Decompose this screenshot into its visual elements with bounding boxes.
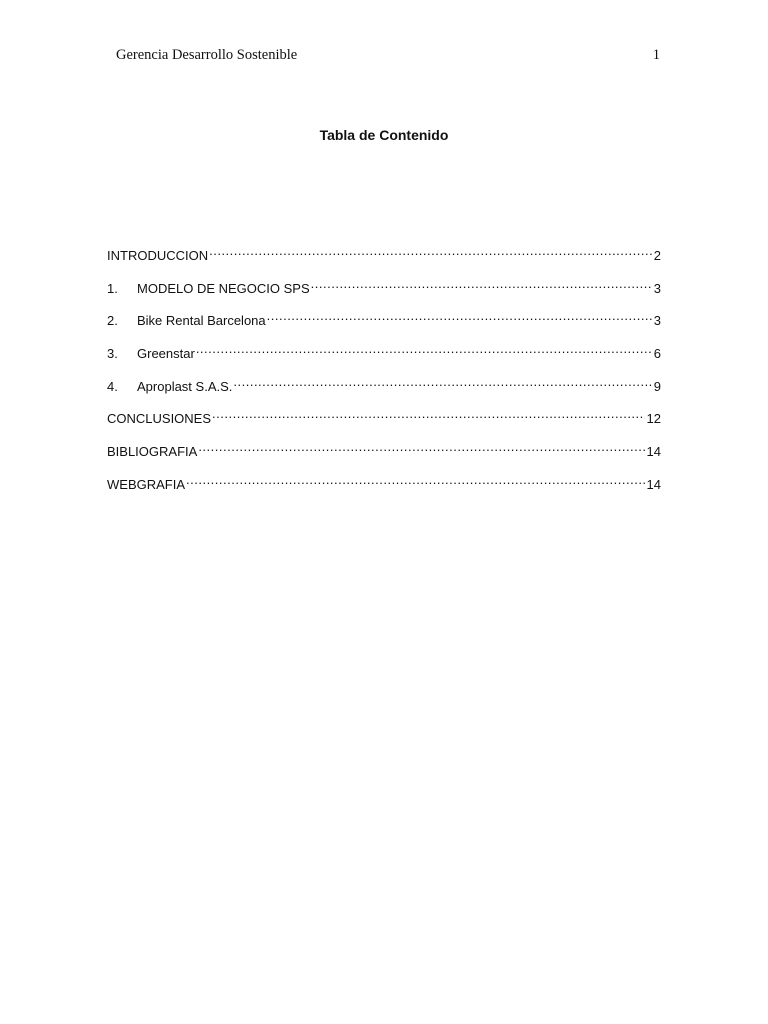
toc-entry-number: 1. <box>107 280 118 296</box>
toc-entry-number: 2. <box>107 313 118 329</box>
toc-dot-leader <box>212 405 645 423</box>
toc-entry-aproplast[interactable] <box>107 373 661 394</box>
toc-entry-webgrafia[interactable] <box>107 471 661 492</box>
table-of-contents <box>107 242 661 504</box>
toc-entry-label: Bike Rental Barcelona <box>137 313 266 329</box>
page-number: 1 <box>652 47 660 63</box>
toc-entry-label: CONCLUSIONES <box>107 411 212 427</box>
toc-entry-label: Greenstar <box>137 346 195 362</box>
toc-entry-number: 4. <box>107 378 118 394</box>
toc-dot-leader <box>196 340 652 358</box>
toc-dot-leader <box>198 438 644 456</box>
toc-entry-bibliografia[interactable] <box>107 438 661 460</box>
toc-entry-greenstar[interactable] <box>107 340 661 362</box>
toc-entry-page: 12 <box>646 411 661 427</box>
toc-entry-modelo-de-negocio[interactable] <box>107 275 661 296</box>
toc-dot-leader <box>233 373 651 391</box>
toc-dot-leader <box>311 275 652 293</box>
toc-entry-page: 14 <box>646 444 661 460</box>
toc-dot-leader <box>209 242 652 260</box>
toc-dot-leader <box>267 307 652 325</box>
toc-entry-page: 3 <box>653 280 661 296</box>
toc-entry-introduccion[interactable] <box>107 242 661 263</box>
toc-entry-bike-rental[interactable] <box>107 307 661 329</box>
toc-entry-label: INTRODUCCION <box>107 248 209 263</box>
toc-entry-label: Aproplast S.A.S. <box>137 378 233 394</box>
toc-entry-page: 3 <box>653 313 661 329</box>
toc-dot-leader <box>186 471 645 489</box>
toc-entry-label: MODELO DE NEGOCIO SPS <box>137 280 310 296</box>
toc-entry-number: 3. <box>107 346 118 362</box>
toc-entry-label: WEBGRAFIA <box>107 476 186 492</box>
toc-entry-label: BIBLIOGRAFIA <box>107 444 198 460</box>
toc-entry-page: 14 <box>646 476 661 492</box>
toc-entry-conclusiones[interactable] <box>107 405 661 427</box>
running-head: Gerencia Desarrollo Sostenible <box>116 47 298 63</box>
toc-entry-page: 9 <box>653 378 661 394</box>
toc-entry-page: 2 <box>653 248 661 263</box>
toc-title: Tabla de Contenido <box>319 127 449 143</box>
toc-entry-page: 6 <box>653 346 661 362</box>
